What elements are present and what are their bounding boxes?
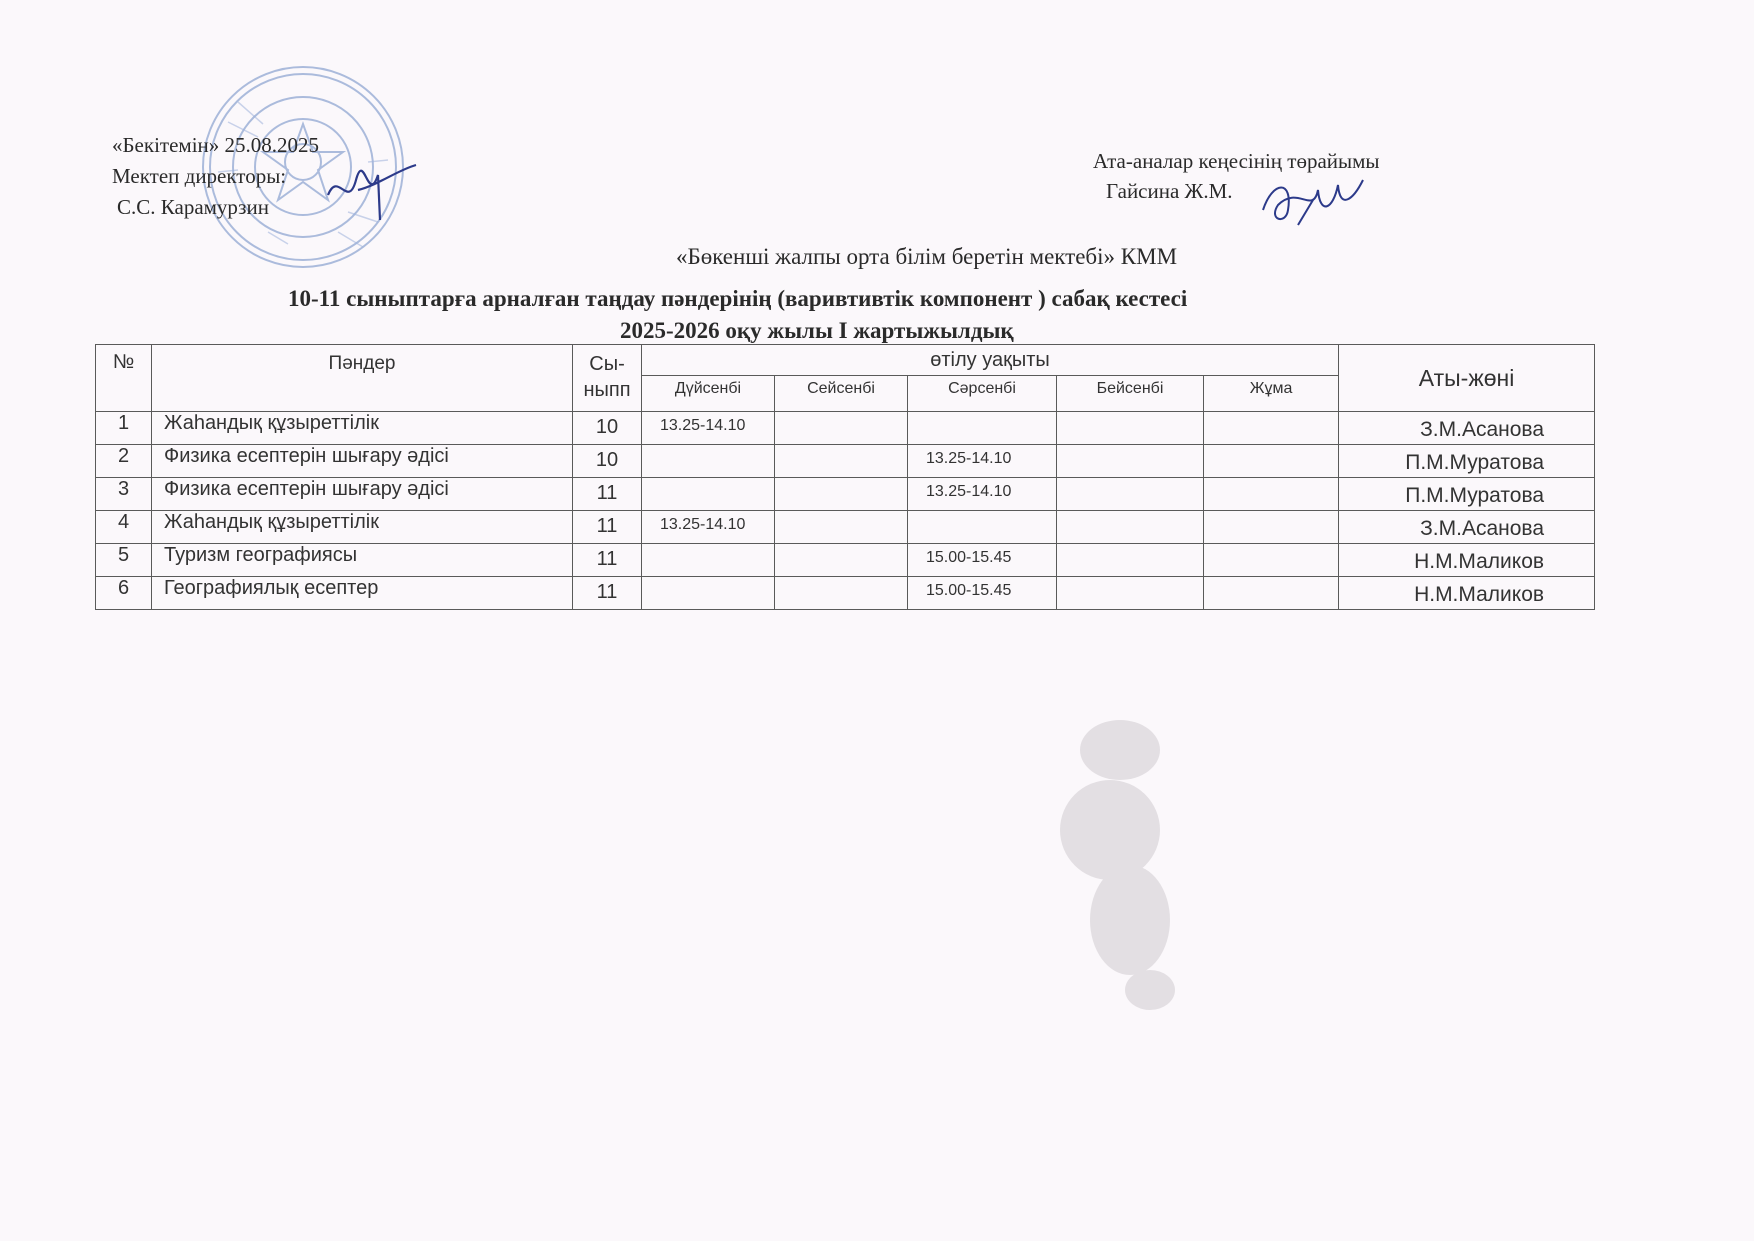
col-header-time: өтілу уақыты bbox=[642, 345, 1339, 376]
schedule-title: 10-11 сыныптарға арналған таңдау пәндерінің (варивтивтік компонент ) сабақ кестесі bbox=[288, 286, 1188, 311]
col-header-class-line1: Сы- bbox=[589, 353, 625, 375]
table-row bbox=[96, 544, 1595, 577]
time-cell-tuesday bbox=[775, 577, 908, 610]
teacher-name-cell: Н.М.Маликов bbox=[1339, 544, 1595, 577]
time-cell-wednesday bbox=[908, 511, 1057, 544]
row-number: 6 bbox=[96, 577, 152, 610]
council-signature bbox=[1258, 170, 1368, 230]
row-number: 4 bbox=[96, 511, 152, 544]
table-row bbox=[96, 511, 1595, 544]
teacher-name-cell: З.М.Асанова bbox=[1339, 412, 1595, 445]
time-cell-friday bbox=[1204, 577, 1339, 610]
row-number: 5 bbox=[96, 544, 152, 577]
time-cell-tuesday bbox=[775, 445, 908, 478]
subject-cell: Географиялық есептер bbox=[152, 577, 573, 610]
table-row bbox=[96, 478, 1595, 511]
time-cell-tuesday bbox=[775, 478, 908, 511]
time-cell-wednesday: 13.25-14.10 bbox=[908, 478, 1057, 511]
subject-cell: Туризм географиясы bbox=[152, 544, 573, 577]
subject-cell: Жаһандық құзыреттілік bbox=[152, 511, 573, 544]
time-cell-friday bbox=[1204, 511, 1339, 544]
director-signature bbox=[318, 150, 418, 230]
time-cell-tuesday bbox=[775, 412, 908, 445]
time-cell-monday: 13.25-14.10 bbox=[642, 412, 775, 445]
schedule-body bbox=[96, 412, 1595, 610]
director-name: С.С. Карамурзин bbox=[117, 195, 269, 219]
class-cell: 11 bbox=[573, 511, 642, 544]
approval-line-1: «Бекітемін» 25.08.2025 bbox=[112, 133, 320, 157]
col-header-class bbox=[573, 345, 642, 412]
time-cell-wednesday: 15.00-15.45 bbox=[908, 544, 1057, 577]
council-title: Ата-аналар кеңесінің төрайымы bbox=[1093, 149, 1380, 173]
table-row bbox=[96, 577, 1595, 610]
schedule-table bbox=[95, 344, 1595, 610]
col-header-thursday: Бейсенбі bbox=[1057, 376, 1204, 412]
time-cell-monday bbox=[642, 478, 775, 511]
class-cell: 11 bbox=[573, 577, 642, 610]
col-header-monday: Дүйсенбі bbox=[642, 376, 775, 412]
time-cell-monday bbox=[642, 544, 775, 577]
teacher-name-cell: З.М.Асанова bbox=[1339, 511, 1595, 544]
time-cell-wednesday bbox=[908, 412, 1057, 445]
time-cell-thursday bbox=[1057, 544, 1204, 577]
col-header-subject: Пәндер bbox=[152, 345, 573, 412]
table-row bbox=[96, 445, 1595, 478]
class-cell: 11 bbox=[573, 478, 642, 511]
subject-cell: Физика есептерін шығару әдісі bbox=[152, 445, 573, 478]
time-cell-monday: 13.25-14.10 bbox=[642, 511, 775, 544]
time-cell-friday bbox=[1204, 544, 1339, 577]
teacher-name-cell: Н.М.Маликов bbox=[1339, 577, 1595, 610]
col-header-friday: Жұма bbox=[1204, 376, 1339, 412]
row-number: 2 bbox=[96, 445, 152, 478]
ink-smudge bbox=[1040, 690, 1210, 1020]
subject-cell: Физика есептерін шығару әдісі bbox=[152, 478, 573, 511]
col-header-class-line2: ныпп bbox=[583, 379, 631, 401]
time-cell-thursday bbox=[1057, 478, 1204, 511]
academic-year-title: 2025-2026 оқу жылы І жартыжылдық bbox=[620, 318, 1014, 343]
col-header-tuesday: Сейсенбі bbox=[775, 376, 908, 412]
col-header-num: № bbox=[96, 345, 152, 412]
council-chair-name: Гайсина Ж.М. bbox=[1106, 179, 1233, 203]
time-cell-monday bbox=[642, 445, 775, 478]
school-title: «Бөкенші жалпы орта білім беретін мектебі» КММ bbox=[676, 244, 1178, 269]
time-cell-thursday bbox=[1057, 577, 1204, 610]
time-cell-thursday bbox=[1057, 412, 1204, 445]
time-cell-thursday bbox=[1057, 445, 1204, 478]
class-cell: 11 bbox=[573, 544, 642, 577]
col-header-name: Аты-жөні bbox=[1339, 345, 1595, 412]
class-cell: 10 bbox=[573, 445, 642, 478]
time-cell-thursday bbox=[1057, 511, 1204, 544]
header-row-1 bbox=[96, 345, 1595, 376]
class-cell: 10 bbox=[573, 412, 642, 445]
teacher-name-cell: П.М.Муратова bbox=[1339, 478, 1595, 511]
teacher-name-cell: П.М.Муратова bbox=[1339, 445, 1595, 478]
approval-line-2: Мектеп директоры: bbox=[112, 164, 287, 188]
time-cell-friday bbox=[1204, 478, 1339, 511]
table-row bbox=[96, 412, 1595, 445]
subject-cell: Жаһандық құзыреттілік bbox=[152, 412, 573, 445]
time-cell-tuesday bbox=[775, 544, 908, 577]
time-cell-wednesday: 13.25-14.10 bbox=[908, 445, 1057, 478]
time-cell-friday bbox=[1204, 412, 1339, 445]
time-cell-monday bbox=[642, 577, 775, 610]
time-cell-wednesday: 15.00-15.45 bbox=[908, 577, 1057, 610]
time-cell-friday bbox=[1204, 445, 1339, 478]
row-number: 1 bbox=[96, 412, 152, 445]
col-header-wednesday: Сәрсенбі bbox=[908, 376, 1057, 412]
row-number: 3 bbox=[96, 478, 152, 511]
time-cell-tuesday bbox=[775, 511, 908, 544]
